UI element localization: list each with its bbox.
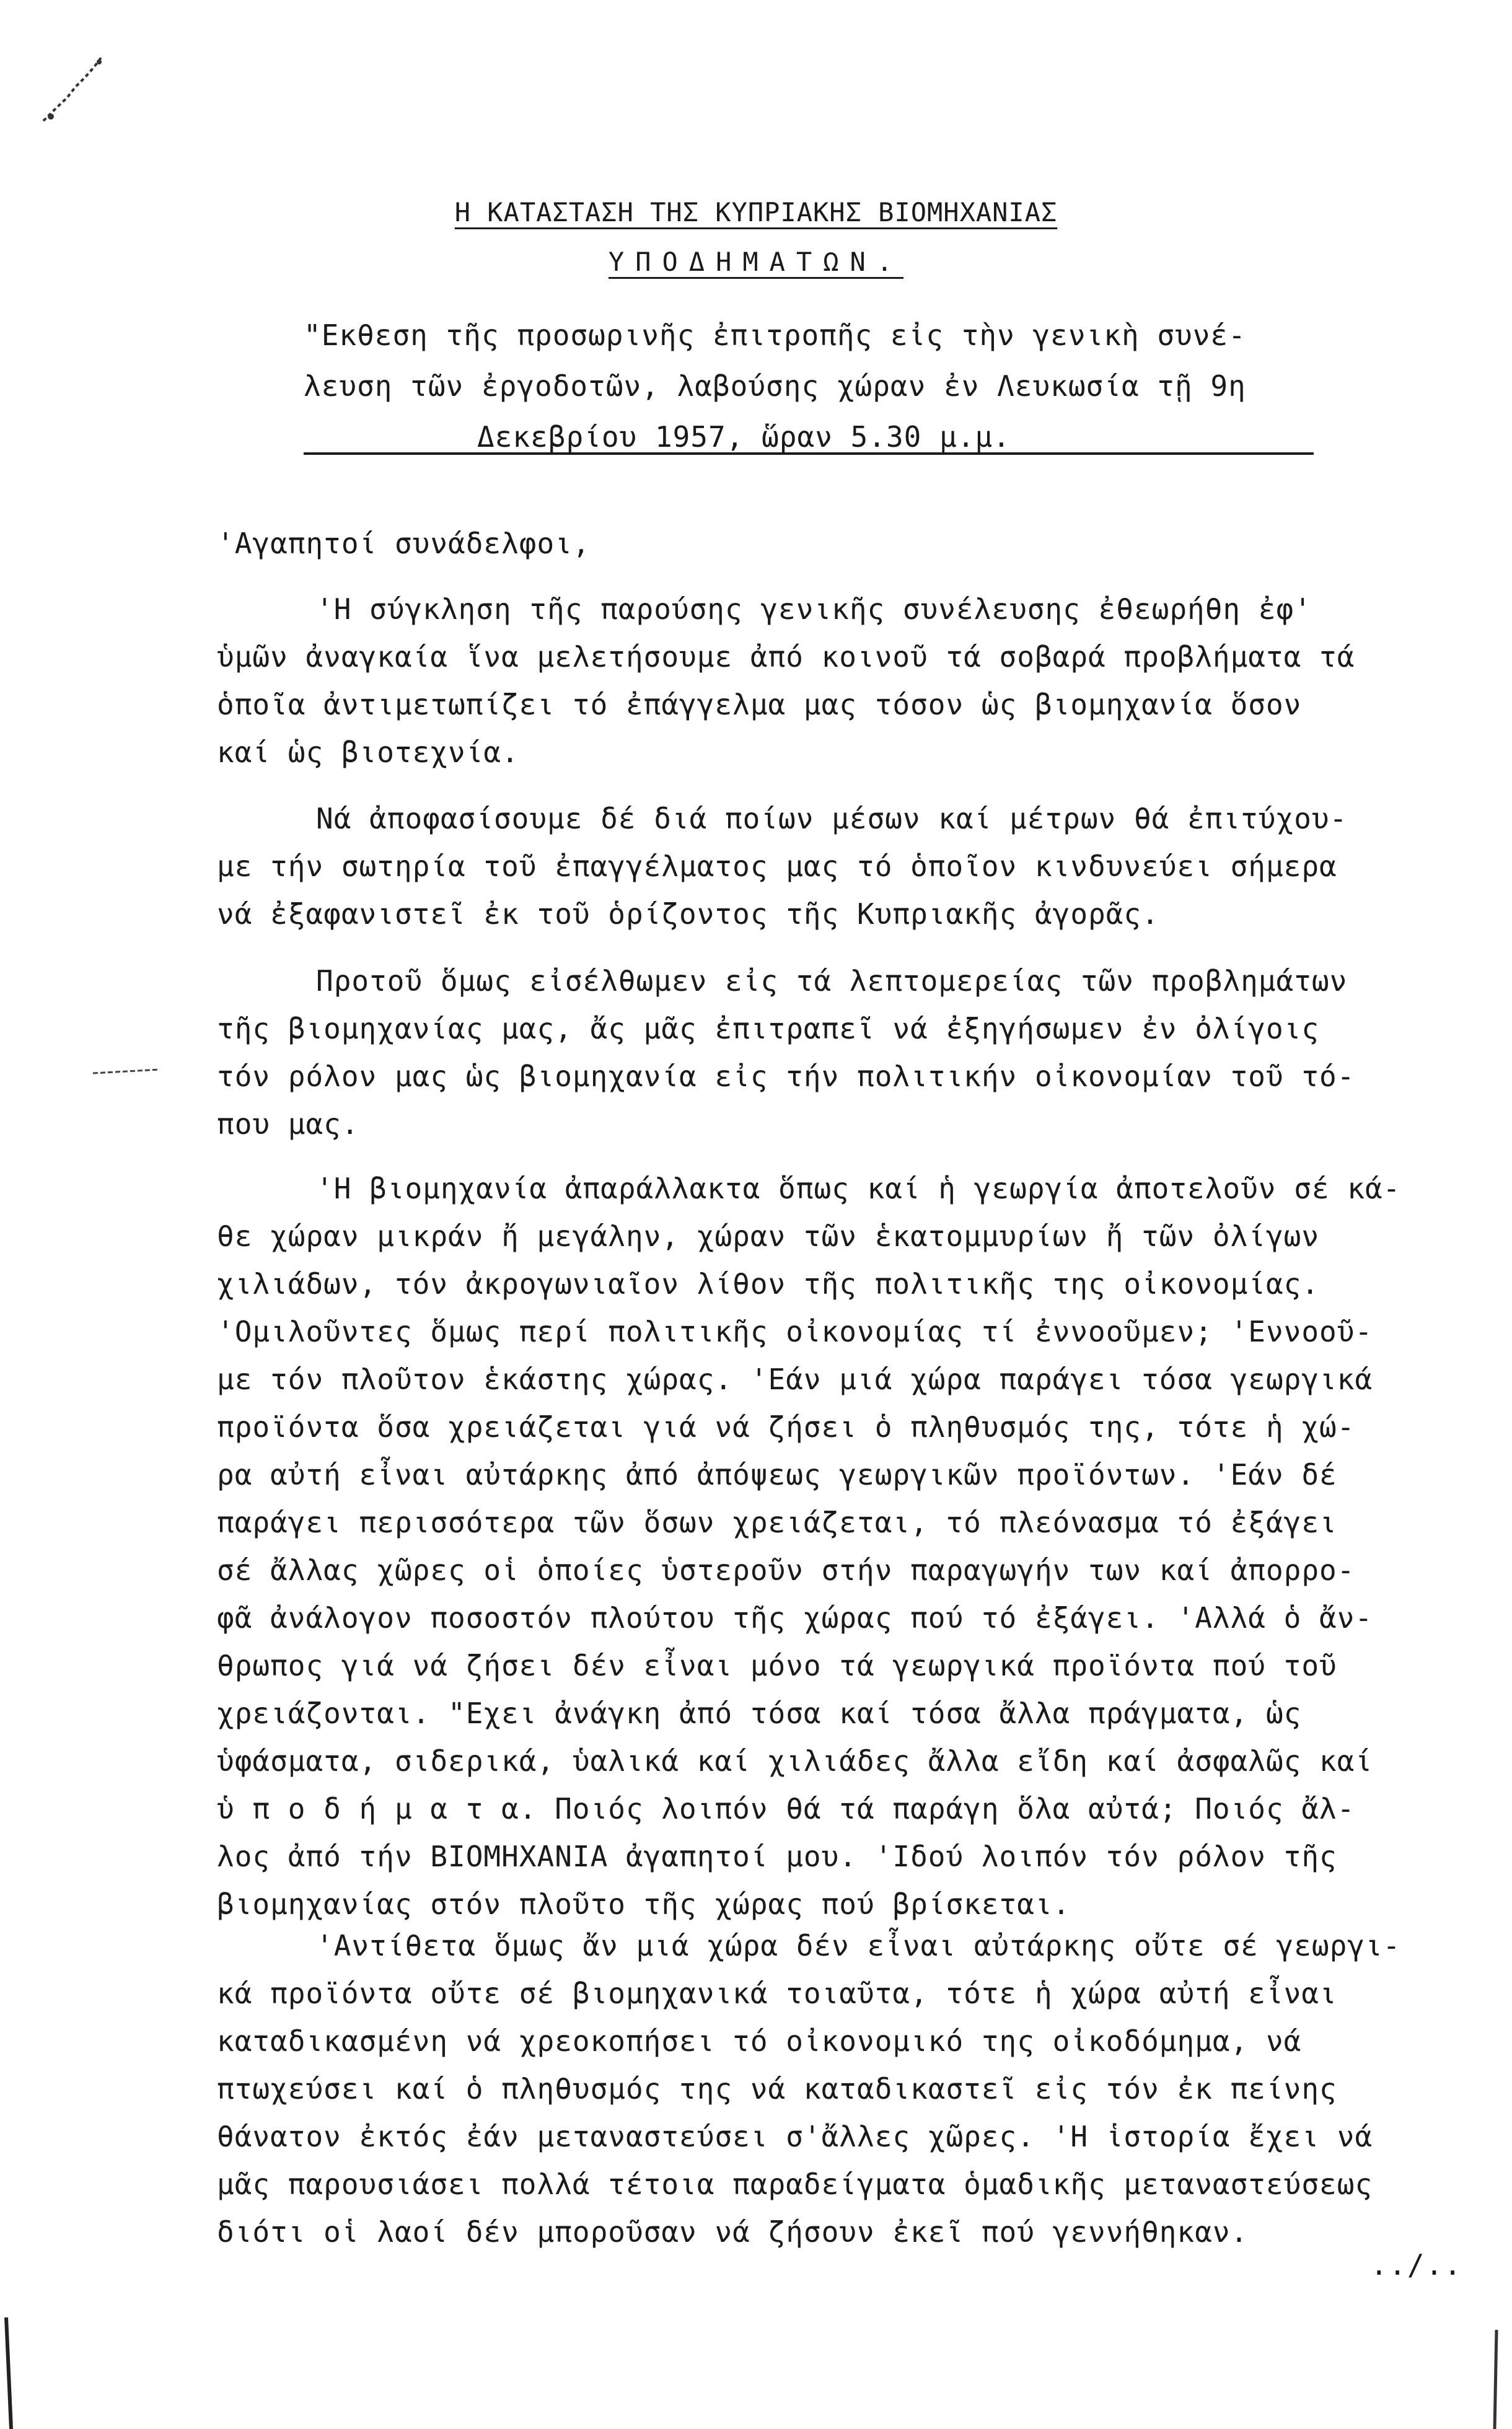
paragraph	[217, 1922, 1450, 2256]
text-line: φᾶ ἀνάλογον ποσοστόν πλούτου τῆς χώρας πού τό ἐξάγει. 'Αλλά ὁ ἄν-	[217, 1601, 1373, 1635]
text-line: προϊόντα ὅσα χρειάζεται γιά νά ζήσει ὁ πληθυσμός της, τότε ἡ χώ-	[217, 1410, 1355, 1444]
text-line: κά προϊόντα οὔτε σέ βιομηχανικά τοιαῦτα, τότε ἡ χώρα αὐτή εἶναι	[217, 1977, 1337, 2010]
subtitle-line: "Εκθεση τῆς προσωρινῆς ἐπιτροπῆς εἰς τὴν γενικὴ συνέ-	[304, 318, 1246, 352]
title-line-2: ΥΠΟΔΗΜΑΤΩΝ.	[608, 247, 904, 277]
text-line: τῆς βιομηχανίας μας, ἄς μᾶς ἐπιτραπεῖ νά ἐξηγήσωμεν ἐν ὀλίγοις	[217, 1012, 1320, 1045]
subtitle-line: λευση τῶν ἐργοδοτῶν, λαβούσης χώραν ἐν Λευκωσία τῇ 9η	[304, 369, 1246, 403]
document-title-2	[0, 247, 1512, 277]
paragraph	[217, 795, 1450, 938]
text-line: χιλιάδων, τόν ἀκρογωνιαῖον λίθον τῆς πολιτικῆς της οἰκονομίας.	[217, 1267, 1320, 1301]
text-line: ὑμῶν ἀναγκαία ἵνα μελετήσουμε ἀπό κοινοῦ τά σοβαρά προβλήματα τά	[217, 640, 1355, 674]
paragraph	[217, 957, 1450, 1148]
text-line: ὁποῖα ἀντιμετωπίζει τό ἐπάγγελμα μας τόσον ὡς βιομηχανία ὅσον	[217, 688, 1302, 721]
text-line: θάνατον ἐκτός ἐάν μεταναστεύσει σ'ἄλλες χῶρες. 'Η ἱστορία ἔχει νά	[217, 2120, 1373, 2153]
report-subtitle	[304, 310, 1326, 462]
text-line: πτωχεύσει καί ὁ πληθυσμός της νά καταδικαστεῖ εἰς τόν ἐκ πείνης	[217, 2072, 1337, 2106]
text-line: λος ἀπό τήν ΒΙΟΜΗΧΑΝΙΑ ἀγαπητοί μου. 'Ιδού λοιπόν τόν ρόλον τῆς	[217, 1840, 1337, 1873]
text-line: διότι οἱ λαοί δέν μποροῦσαν νά ζήσουν ἐκεῖ πού γεννήθηκαν.	[217, 2215, 1249, 2249]
text-line: παράγει περισσότερα τῶν ὅσων χρειάζεται, τό πλεόνασμα τό ἐξάγει	[217, 1506, 1337, 1539]
paragraph	[217, 586, 1450, 776]
margin-dash-icon	[93, 1066, 161, 1078]
text-line: χρειάζονται. "Εχει ἀνάγκη ἀπό τόσα καί τόσα ἄλλα πράγματα, ὡς	[217, 1697, 1302, 1730]
text-line: με τόν πλοῦτον ἑκάστης χώρας. 'Εάν μιά χώρα παράγει τόσα γεωργικά	[217, 1363, 1373, 1396]
text-line: σέ ἄλλας χῶρες οἱ ὁποίες ὑστεροῦν στήν παραγωγήν των καί ἀπορρο-	[217, 1553, 1355, 1587]
text-line: βιομηχανίας στόν πλοῦτο τῆς χώρας πού βρίσκεται.	[217, 1887, 1071, 1921]
text-line: ὑ π ο δ ή μ α τ α. Ποιός λοιπόν θά τά παράγη ὅλα αὐτά; Ποιός ἄλ-	[217, 1792, 1355, 1825]
text-line: που μας.	[217, 1107, 359, 1141]
text-line: Προτοῦ ὅμως εἰσέλθωμεν εἰς τά λεπτομερείας τῶν προβλημάτων	[316, 964, 1348, 998]
subtitle-underline	[304, 452, 1314, 455]
continuation-mark: ../..	[1370, 2248, 1462, 2282]
corner-mark-right-icon	[1487, 2330, 1506, 2429]
text-line: ρα αὐτή εἶναι αὐτάρκης ἀπό ἀπόψεως γεωργικῶν προϊόντων. 'Εάν δέ	[217, 1458, 1337, 1491]
document-title	[0, 197, 1512, 227]
text-line: θρωπος γιά νά ζήσει δέν εἶναι μόνο τά γεωργικά προϊόντα πού τοῦ	[217, 1649, 1337, 1682]
salutation: 'Αγαπητοί συνάδελφοι,	[217, 527, 591, 560]
text-line: Νά ἀποφασίσουμε δέ διά ποίων μέσων καί μέτρων θά ἐπιτύχου-	[316, 802, 1348, 835]
text-line: με τήν σωτηρία τοῦ ἐπαγγέλματος μας τό ὁποῖον κινδυνεύει σήμερα	[217, 850, 1337, 883]
text-line: ὑφάσματα, σιδερικά, ὑαλικά καί χιλιάδες ἄλλα εἴδη καί ἀσφαλῶς καί	[217, 1744, 1373, 1778]
text-line: 'Η βιομηχανία ἀπαράλλακτα ὅπως καί ἡ γεωργία ἀποτελοῦν σέ κά-	[316, 1172, 1401, 1205]
text-line: νά ἐξαφανιστεῖ ἐκ τοῦ ὁρίζοντος τῆς Κυπριακῆς ἀγορᾶς.	[217, 897, 1159, 931]
text-line: 'Αντίθετα ὅμως ἄν μιά χώρα δέν εἶναι αὐτάρκης οὔτε σέ γεωργι-	[316, 1929, 1401, 1962]
subtitle-line: Δεκεβρίου 1957, ὥραν 5.30 μ.μ.	[477, 420, 1011, 454]
text-line: καταδικασμένη νά χρεοκοπήσει τό οἰκονομικό της οἰκοδόμημα, νά	[217, 2024, 1302, 2058]
text-line: θε χώραν μικράν ἤ μεγάλην, χώραν τῶν ἑκατομμυρίων ἤ τῶν ὀλίγων	[217, 1219, 1320, 1253]
text-line: τόν ρόλον μας ὡς βιομηχανία εἰς τήν πολιτικήν οἰκονομίαν τοῦ τό-	[217, 1060, 1355, 1093]
text-line: 'Η σύγκληση τῆς παρούσης γενικῆς συνέλευσης ἐθεωρήθη ἐφ'	[316, 592, 1312, 626]
text-line: καί ὡς βιοτεχνία.	[217, 736, 519, 769]
text-line: μᾶς παρουσιάσει πολλά τέτοια παραδείγματα ὁμαδικῆς μεταναστεύσεως	[217, 2168, 1373, 2201]
corner-mark-icon	[0, 2317, 25, 2429]
text-line: 'Ομιλοῦντες ὅμως περί πολιτικῆς οἰκονομίας τί ἐννοοῦμεν; 'Εννοοῦ-	[217, 1315, 1373, 1348]
paragraph	[217, 1165, 1450, 1928]
ink-mark-icon	[37, 50, 112, 130]
title-line-1: Η ΚΑΤΑΣΤΑΣΗ ΤΗΣ ΚΥΠΡΙΑΚΗΣ ΒΙΟΜΗΧΑΝΙΑΣ	[454, 197, 1058, 227]
